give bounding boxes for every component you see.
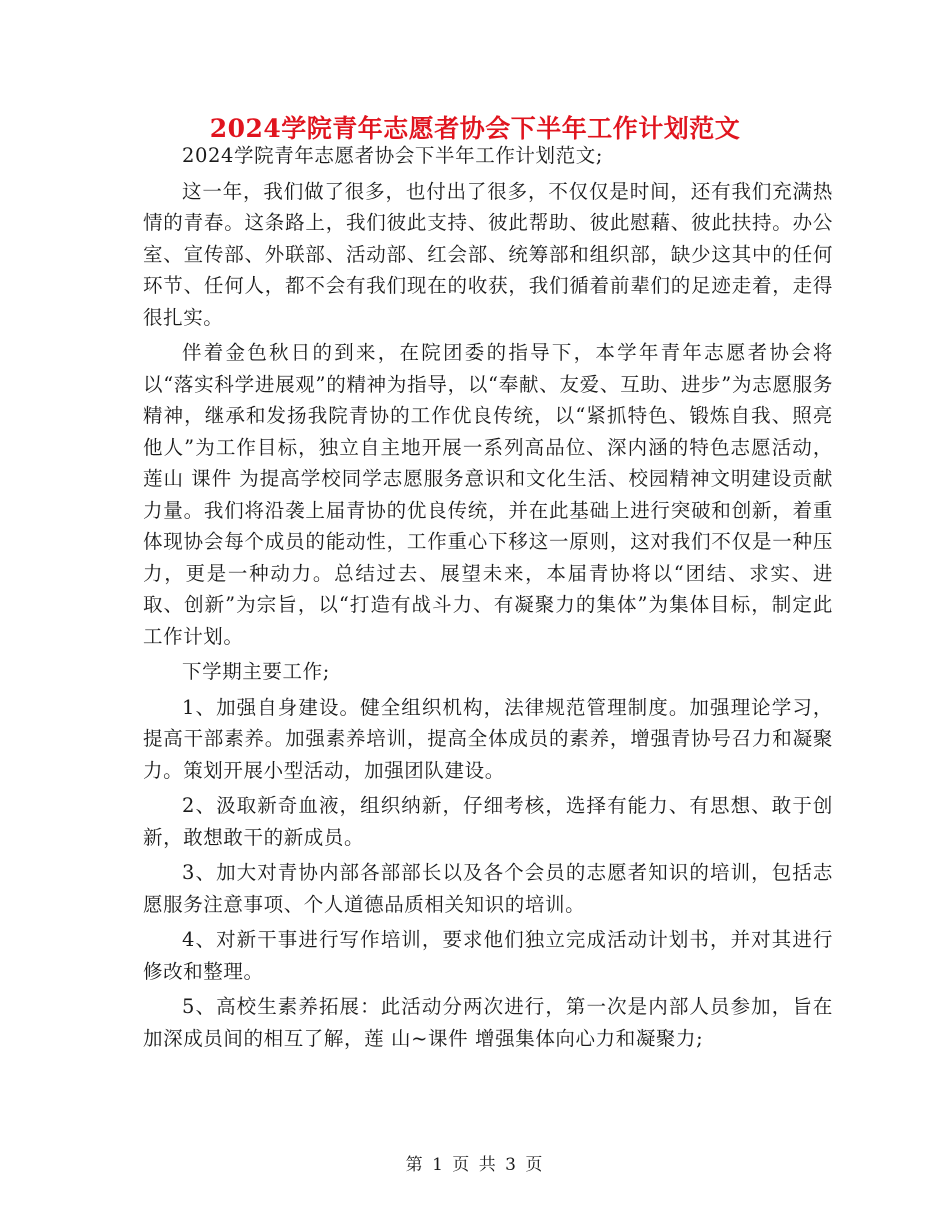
paragraph-item-1: 1、加强自身建设。健全组织机构，法律规范管理制度。加强理论学习，提高干部素养。加强素养培训，提高全体成员的素养，增强青协号召力和凝聚力。策划开展小型活动，加强团队建设。 xyxy=(143,695,833,782)
paragraph-item-5: 5、高校生素养拓展：此活动分两次进行，第一次是内部人员参加，旨在加深成员间的相互了解，莲 山~课件 增强集体向心力和凝聚力; xyxy=(143,995,833,1050)
paragraph-heading-repeat: 2024学院青年志愿者协会下半年工作计划范文; xyxy=(182,144,603,167)
document-title: 2024学院青年志愿者协会下半年工作计划范文 xyxy=(209,114,741,143)
page-number-footer: 第 1 页 共 3 页 xyxy=(405,1155,545,1175)
paragraph-item-3: 3、加大对青协内部各部部长以及各个会员的志愿者知识的培训，包括志愿服务注意事项、个人道德品质相关知识的培训。 xyxy=(143,861,833,916)
document-body xyxy=(143,140,833,1058)
paragraph-item-4: 4、对新干事进行写作培训，要求他们独立完成活动计划书，并对其进行修改和整理。 xyxy=(143,928,833,983)
paragraph-section-heading: 下学期主要工作; xyxy=(182,660,330,683)
paragraph-guidance: 伴着金色秋日的到来，在院团委的指导下，本学年青年志愿者协会将以“落实科学进展观”的精神为指导，以“奉献、友爱、互助、进步”为志愿服务精神，继承和发扬我院青协的工作优良传统，以“紧抓特色、锻炼自我、照亮他人”为工作目标，独立自主地开展一系列高品位、深内涵的特色志愿活动，莲山 课件 为提高学校同学志愿服务意识和文化生活、校园精神文明建设贡献力量。我们将沿袭上届青协的优良传统，并在此基础上进行突破和创新，着重体现协会每个成员的能动性，工作重心下移这一原则，这对我们不仅是一种压力，更是一种动力。总结过去、展望未来，本届青协将以“团结、求实、进取、创新”为宗旨，以“打造有战斗力、有凝聚力的集体”为集体目标，制定此工作计划。 xyxy=(143,341,833,648)
paragraph-item-2: 2、汲取新奇血液，组织纳新，仔细考核，选择有能力、有思想、敢于创新，敢想敢干的新成员。 xyxy=(143,794,833,849)
paragraph-intro: 这一年，我们做了很多，也付出了很多，不仅仅是时间，还有我们充满热情的青春。这条路上，我们彼此支持、彼此帮助、彼此慰藉、彼此扶持。办公室、宣传部、外联部、活动部、红会部、统筹部和组织部，缺少这其中的任何环节、任何人，都不会有我们现在的收获，我们循着前辈们的足迹走着，走得很扎实。 xyxy=(143,179,833,329)
